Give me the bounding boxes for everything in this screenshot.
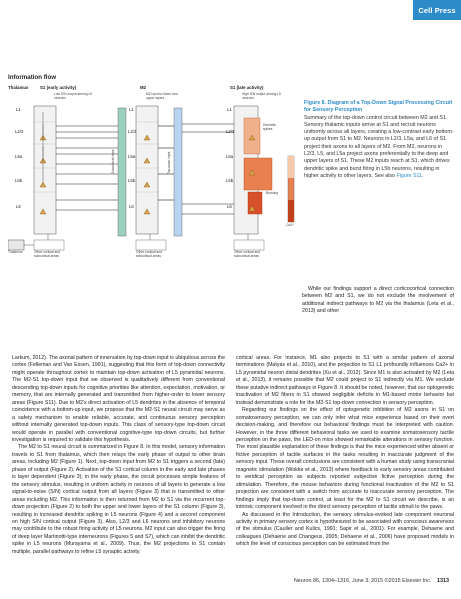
caption-figure-link[interactable]: Figure S11 [396,172,422,179]
s1-early-column [34,106,56,234]
layer-label: L5a [226,154,234,159]
label-bursting: Bursting [266,191,279,195]
figure-panel-title: Information flow [8,74,57,81]
caption-title: Figure 8. Diagram of a Top-Down Signal Processing Circuit for Sensory Perception [304,100,453,114]
layer-label: L1 [227,107,232,112]
label-thalamus-top: Thalamus [8,85,29,90]
label-m2-input: M2 input to lower and upper layers [146,92,178,100]
label-topdown-input: Top-down input [167,151,171,174]
footer-citation: Neuron 86, 1304–1316, June 3, 2015 ©2015 Elsevier Inc. [293,578,432,584]
paragraph: While our findings support a direct corticocortical connection between M2 and S1, we do not exclude the involvement of additional indirect pathways to M2 via the thalamus (Leta et al., 2013) and other [302,286,454,315]
paragraph: Regarding our findings on the effect of optogenetic inhibition of M2 axons in S1 on somatosensory perception, we can only infer what mice experience based on their overt decision-making, and therefore our behavioral findings must be interpreted with caution. However, in the three different behavioral tasks we used to examine somatosensory tactile perception on the paws, the LED-on mice showed remarkable alterations in sensory function. The most plausible explanation of these findings is that the mice experienced either absent or fictive perception of tactile surfaces in the tasks resulting in inaccurate judgment of the sensory input. These overall conclusions are consistent with a human study using transcranial magnetic stimulation (Wokke et al., 2013) where feedback to early sensory areas contributed to veridical perception as subjects reported subjective fictive perception during the stimulation. Therefore, the mouse behaviors during functional inactivation of the M2 to S1 projection are consistent with a switch from accurate to inaccurate sensory perception. The findings imply that top-down control, at least for the M2 to S1 circuit we describe, is an intrinsic component involved in the direct sensory perception of tactile stimuli to the paws. [236,407,454,511]
label-targets-right: Other cortical and subcortical areas [234,250,261,258]
thalamus-box [8,240,24,250]
layer-label: L5a [128,154,136,159]
label-calcium-scale: Ca2+ [286,223,294,227]
layer-label: L2/3 [226,129,235,134]
layer-label: L6 [227,204,232,209]
layer-label: L5b [15,178,23,183]
layer-label: L2/3 [128,129,137,134]
figure-8-diagram [8,74,300,274]
left-column [12,355,225,556]
label-targets-left: Other cortical and subcortical areas [34,250,61,258]
paragraph: As discussed in the Introduction, the sensory stimulus-evoked late component neuronal activity in primary sensory cortex is hypothesized to be associated with conscious awareness of the stimulus (Cauller and Kulics, 1991; Sapir et al., 2001). For example, Dehaene and colleagues (Dehaene and Changeux, 2005; Dehaene et al., 2006) have proposed models in which the level of conscious perception can be estimated from the [236,511,454,548]
subcortical-bar [118,108,126,236]
paragraph: Larkum, 2012). The axonal pattern of innervation by top-down input is ubiquitous across the cortex (Felleman and Van Essen, 1991), suggesting that this form of top-down connectivity might operate throughout cortex to maintain top-down activation of L5 pyramidal neurons. The M2-S1 top-down input that we observed is qualitatively different from conventional descending top-down inputs for cognitive priorities like attention, expectation, motivation, or memory, that are internally generated and transmitted from higher-order to lower sensory areas (Figure S11). Due to M2's direct activation of L5 dendrites in the absence of temporal coincidence with a bottom-up input, we propose that the M2-S1 neural circuit may serve as a safety mechanism to enable reliable, accurate, and continuous sensory perception without internally generated top-down inputs. This class of sensory-type top-down circuit would operate in parallel with conventional cognitive-type top-down circuits, but further investigation is required to validate this hypothesis. [12,355,225,443]
label-dendritic-spikes: Dendritic spikes [263,123,277,131]
layer-label: L5b [128,178,136,183]
label-s1-early: S1 (early activity) [40,85,77,90]
figure-caption [304,100,454,180]
caption-body: Summary of the top-down control circuit between M2 and S1. Sensory thalamic inputs arrive at S1 and recruit neurons uniformly across all layers, creating a low-contrast early bottom-up output from S1 to M2. Neurons in L2/3, L5a, and L6 of S1 project their axons to all layers of M2. From M2, neurons in L2/3, L5, and L5a project axons preferentially to the deep and upper layers of S1. These M2 inputs reach at S1, which drives dendritic spike and burst firing in L5b neurons, resulting in higher activity to other layers. See also [304,114,454,179]
label-subcortical-input: Subcortical input [111,149,115,174]
layer-label: L2/3 [15,129,24,134]
caption-end: . [422,172,424,179]
layer-label: L1 [129,107,134,112]
paragraph: cortical areas. For instance, M1 also projects to S1 with a similar pattern of axonal terminations (Matyas et al., 2010), and the projection to S1 L1 profoundly influences Ca2+ in L5 pyramidal neuron distal dendrites (Xu et al., 2012). Since M1 is also activated by M2 (Leta et al., 2013), it remains possible that M2 could project to S1 indirectly via M1. We exclude these putative indirect pathways in Figure 8. It should be noted, however, that our optogenetic inactivation of M2 fibers in S1 showed negligible deficits in M1-based motor behavior but instead demonstrate a role for the M2-S1 top-down connection in sensory perception. [236,355,454,406]
layer-label: L5a [15,154,23,159]
m2-column [136,106,158,234]
right-intro-paragraph [302,286,454,316]
label-m2: M2 [140,85,147,90]
topdown-bar [174,108,182,236]
page-footer [0,578,449,584]
label-thalamus-bottom: Thalamus [8,250,23,254]
layer-label: L6 [129,204,134,209]
layer-label: L6 [16,204,21,209]
label-high-sn: High S/N output among L5 neurons [242,92,281,100]
layer-label: L1 [16,107,21,112]
label-targets-mid: Other cortical and subcortical areas [136,250,163,258]
right-column [236,355,454,549]
label-s1-late: S1 (late activity) [230,85,264,90]
layer-label: L5b [226,178,234,183]
circuit-diagram [8,74,300,274]
cellpress-logo: Cell Press [413,0,461,20]
page-number: 1313 [437,578,449,584]
label-low-sn: Low S/N output among L5 neurons [54,92,93,100]
paragraph: The M2 to S1 neural circuit is summarized in Figure 8. In this model, sensory information travels to S1 from thalamus, which then relays the early phase of output to other brain areas, including M2 (Figure 1). Next, top-down input from M2 to S1 triggers a second (late) phase of output (Figure 2). Activation of the S1 cortical column in the early and late phases is layer dependent (Figure 3); in the early phase, the circuit processes simple features of the sensory stimulus, resulting in uniform activity in neurons of all layers to generate a low signal-to-noise (S/N) cortical output from all layers (Figure 3) that is transmitted to other areas including M2. This information is then returned from M2 to S1 via the recurrent top-down projection (Figure 2) to both the upper and lower layers of the S1 column (Figure 3), resulting in increased dendritic spiking in L5 neurons (Figure 4) and a second component on high S/N cortical output (Figure 3). Also, L2/3 and L6 neurons and inhibitory neurons may contribute to the robust firing activity of L5 neurons. M2 input can also trigger the firing of deep layer Martinotti-type interneurons (Figures 5 and S7), which can inhibit the dendritic spike in L5 neurons (Murayama et al., 2009). Thus, the M2 projections to S1 contain multiple, parallel pathways to refine L5 synaptic activity. [12,444,225,555]
